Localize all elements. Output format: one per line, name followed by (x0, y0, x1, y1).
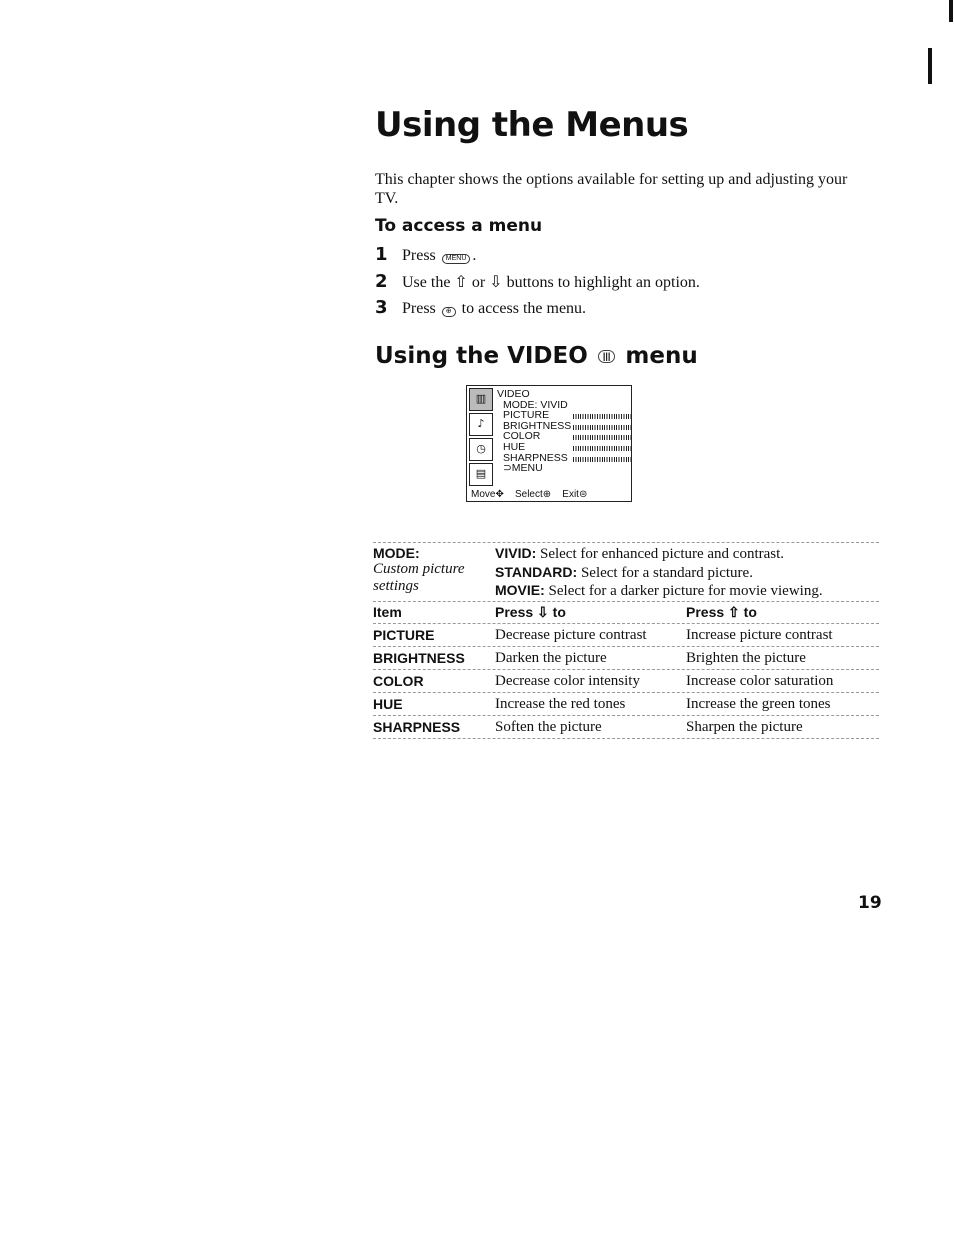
section-heading-post: menu (625, 343, 698, 369)
row-down: Decrease color intensity (495, 673, 640, 689)
menu-button-icon: MENU (442, 254, 471, 264)
table-header-row (373, 602, 879, 624)
video-menu-icon: ||| (598, 350, 616, 363)
edge-mark-right (928, 48, 932, 84)
level-bar (573, 446, 631, 451)
step-number: 2 (375, 271, 388, 292)
osd-lines (497, 389, 571, 474)
step-text: Use the ⇧ or ⇩ buttons to highlight an option. (402, 274, 700, 291)
osd-side-icons (469, 388, 493, 488)
move-icon: ✥ (495, 489, 504, 500)
mode-option: STANDARD: Select for a standard picture. (495, 563, 753, 581)
osd-menu-illustration (466, 385, 632, 502)
exit-icon: ⊜ (578, 489, 588, 500)
row-down: Darken the picture (495, 650, 607, 666)
page-title: Using the Menus (375, 105, 689, 145)
row-item: HUE (373, 696, 403, 712)
step-text-end: to access the menu. (461, 300, 587, 317)
step-text: Press (402, 247, 436, 264)
osd-exit-label: Exit (562, 489, 579, 500)
mode-label: MODE: (373, 545, 420, 561)
access-heading: To access a menu (375, 216, 543, 236)
osd-line-hue: HUE (497, 442, 571, 453)
section-heading (375, 343, 698, 369)
level-bar (573, 414, 631, 419)
step-number: 1 (375, 244, 388, 265)
osd-line-sharpness: SHARPNESS (497, 453, 571, 464)
mode-sub: Custom picture (373, 561, 465, 577)
osd-line: VIDEO (497, 388, 530, 400)
osd-line-brightness: BRIGHTNESS (497, 421, 571, 432)
row-down: Increase the red tones (495, 696, 626, 712)
row-up: Sharpen the picture (686, 719, 803, 735)
table-row (373, 670, 879, 693)
step-3 (375, 297, 586, 318)
section-heading-pre: Using the VIDEO (375, 343, 588, 369)
page-number: 19 (858, 893, 882, 913)
clock-icon: ◷ (469, 438, 493, 461)
row-up: Increase the green tones (686, 696, 831, 712)
table-row (373, 693, 879, 716)
column-header: Press ⇩ to (495, 604, 566, 620)
osd-line: MODE: VIVID (503, 398, 568, 411)
osd-line-picture: PICTURE (497, 410, 571, 421)
level-bar (573, 435, 631, 440)
step-number: 3 (375, 297, 388, 318)
mode-row (373, 542, 879, 602)
osd-select-label: Select (514, 489, 543, 500)
row-up: Increase color saturation (686, 673, 834, 689)
row-item: COLOR (373, 673, 424, 689)
row-down: Decrease picture contrast (495, 627, 647, 643)
osd-move-label: Move (471, 489, 496, 500)
video-icon: ▥ (469, 388, 493, 411)
osd-footer (471, 489, 587, 500)
step-1 (375, 244, 476, 265)
table-row (373, 624, 879, 647)
intro-paragraph: This chapter shows the options available for setting up and adjusting your TV. (375, 171, 848, 207)
mode-option: VIVID: Select for enhanced picture and contrast. (495, 545, 785, 562)
step-2 (375, 271, 700, 292)
level-bar (573, 457, 631, 462)
row-up: Increase picture contrast (686, 627, 833, 643)
edge-mark-top (949, 0, 953, 22)
level-bar (573, 425, 631, 430)
step-text: Press (402, 300, 436, 317)
row-down: Soften the picture (495, 719, 602, 735)
row-item: PICTURE (373, 627, 435, 643)
note-icon: ♪ (469, 413, 493, 436)
column-header: Item (373, 604, 402, 620)
osd-line-color: COLOR (497, 431, 571, 442)
step-text-end: . (472, 247, 477, 264)
osd-line: ⊃MENU (503, 462, 543, 475)
row-up: Brighten the picture (686, 650, 806, 666)
row-item: BRIGHTNESS (373, 650, 465, 666)
settings-table (373, 542, 879, 739)
select-button-icon: ⊕ (442, 307, 456, 317)
setup-icon: ▤ (469, 463, 493, 486)
table-row (373, 647, 879, 670)
select-icon: ⊕ (542, 489, 552, 500)
row-item: SHARPNESS (373, 719, 461, 735)
column-header: Press ⇧ to (686, 604, 757, 620)
mode-sub: settings (373, 578, 419, 594)
mode-option: MOVIE: Select for a darker picture for movie viewing. (495, 582, 823, 599)
table-row (373, 716, 879, 739)
